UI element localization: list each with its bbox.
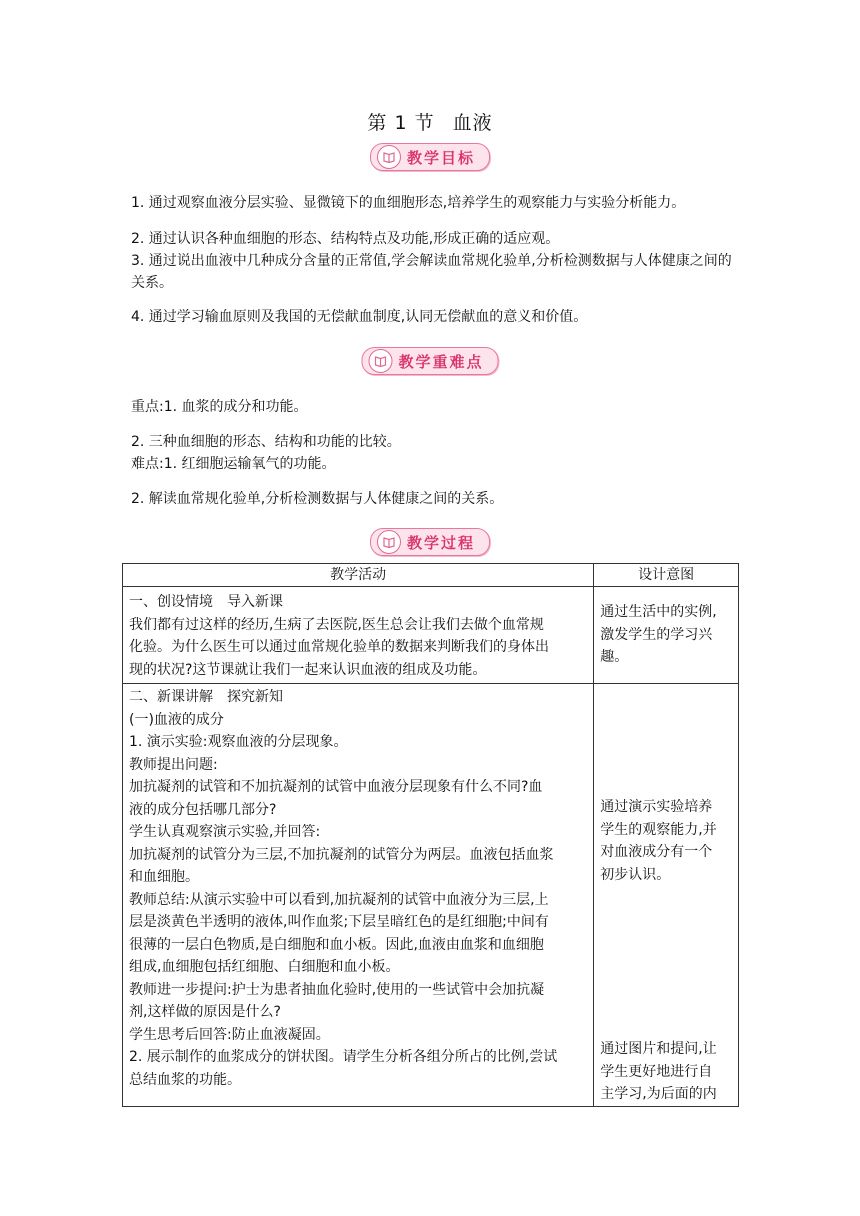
book-icon bbox=[377, 145, 401, 169]
key-points-badge-label: 教学重难点 bbox=[398, 352, 484, 371]
intent-line: 学生更好地进行自 bbox=[600, 1063, 713, 1080]
book-icon bbox=[368, 349, 392, 373]
intent-spacer bbox=[600, 886, 732, 1038]
page-title bbox=[0, 108, 860, 135]
activity-line: 层是淡黄色半透明的液体,叫作血浆;下层呈暗红色的是红细胞;中间有 bbox=[129, 914, 549, 930]
objectives-badge bbox=[370, 143, 490, 171]
intent-cell bbox=[594, 587, 739, 684]
intent-line: 通过图片和提问,让 bbox=[600, 1041, 717, 1057]
header-activity: 教学活动 bbox=[123, 564, 594, 587]
teaching-process-table bbox=[122, 563, 739, 1107]
activity-line: 2. 展示制作的血浆成分的饼状图。请学生分析各组分所占的比例,尝试 bbox=[129, 1049, 558, 1065]
activity-line: 化验。为什么医生可以通过血常规化验单的数据来判断我们的身体出 bbox=[129, 639, 549, 655]
section-number: 第 1 节 bbox=[367, 112, 435, 134]
activity-line: 一、创设情境 导入新课 bbox=[129, 594, 283, 610]
process-badge bbox=[370, 528, 490, 556]
activity-cell bbox=[123, 684, 594, 1107]
intent-line: 对血液成分有一个 bbox=[600, 844, 713, 860]
activity-line: 剂,这样做的原因是什么? bbox=[129, 1004, 281, 1020]
intent-line: 通过生活中的实例, bbox=[600, 604, 717, 620]
objective-3: 3. 通过说出血液中几种成分含量的正常值,学会解读血常规化验单,分析检测数据与人体健康之间的关系。 bbox=[131, 253, 732, 291]
activity-line: 二、新课讲解 探究新知 bbox=[129, 689, 283, 705]
process-badge-label: 教学过程 bbox=[406, 533, 476, 552]
activity-line: 总结血浆的功能。 bbox=[129, 1071, 241, 1088]
intent-line: 趣。 bbox=[600, 649, 629, 665]
activity-line: 现的状况?这节课就让我们一起来认识血液的组成及功能。 bbox=[129, 661, 487, 678]
objective-1: 1. 通过观察血液分层实验、显微镜下的血细胞形态,培养学生的观察能力与实验分析能力。 bbox=[131, 195, 686, 211]
intent-line: 初步认识。 bbox=[600, 866, 671, 883]
activity-cell bbox=[123, 587, 594, 684]
header-intent: 设计意图 bbox=[594, 564, 739, 587]
activity-line: 教师提出问题: bbox=[129, 756, 218, 773]
book-icon bbox=[377, 530, 401, 554]
section-name: 血液 bbox=[452, 112, 493, 134]
table-row bbox=[123, 587, 739, 684]
intent-line: 通过演示实验培养 bbox=[600, 799, 713, 815]
activity-line: 很薄的一层白色物质,是白细胞和血小板。因此,血液由血浆和血细胞 bbox=[129, 936, 544, 953]
intent-line: 学生的观察能力,并 bbox=[600, 821, 717, 838]
activity-line: 和血细胞。 bbox=[129, 869, 199, 885]
key-point-1: 重点:1. 血浆的成分和功能。 bbox=[131, 399, 308, 415]
activity-line: 学生思考后回答:防止血液凝固。 bbox=[129, 1026, 330, 1043]
key-points-badge bbox=[361, 347, 498, 375]
activity-line: 加抗凝剂的试管和不加抗凝剂的试管中血液分层现象有什么不同?血 bbox=[129, 779, 543, 795]
difficult-point-1: 难点:1. 红细胞运输氧气的功能。 bbox=[131, 456, 336, 472]
table-row bbox=[123, 684, 739, 1107]
activity-line: (一)血液的成分 bbox=[129, 711, 224, 728]
activity-line: 液的成分包括哪几部分? bbox=[129, 801, 277, 818]
intent-cell bbox=[594, 684, 739, 1107]
objectives-badge-label: 教学目标 bbox=[406, 148, 476, 167]
objective-2: 2. 通过认识各种血细胞的形态、结构特点及功能,形成正确的适应观。 bbox=[131, 231, 560, 247]
objective-4: 4. 通过学习输血原则及我国的无偿献血制度,认同无偿献血的意义和价值。 bbox=[131, 309, 588, 325]
difficult-point-2: 2. 解读血常规化验单,分析检测数据与人体健康之间的关系。 bbox=[131, 491, 504, 507]
activity-line: 加抗凝剂的试管分为三层,不加抗凝剂的试管分为两层。血液包括血浆 bbox=[129, 846, 554, 863]
intent-line: 激发学生的学习兴 bbox=[600, 626, 713, 643]
table-header-row bbox=[123, 564, 739, 587]
activity-line: 教师总结:从演示实验中可以看到,加抗凝剂的试管中血液分为三层,上 bbox=[129, 891, 549, 908]
activity-line: 学生认真观察演示实验,并回答: bbox=[129, 824, 321, 840]
activity-line: 教师进一步提问:护士为患者抽血化验时,使用的一些试管中会加抗凝 bbox=[129, 981, 545, 998]
activity-line: 我们都有过这样的经历,生病了去医院,医生总会让我们去做个血常规 bbox=[129, 616, 544, 633]
activity-line: 组成,血细胞包括红细胞、白细胞和血小板。 bbox=[129, 959, 400, 975]
activity-line: 1. 演示实验:观察血液的分层现象。 bbox=[129, 734, 348, 750]
key-point-2: 2. 三种血细胞的形态、结构和功能的比较。 bbox=[131, 434, 401, 450]
intent-line: 主学习,为后面的内 bbox=[600, 1086, 717, 1102]
